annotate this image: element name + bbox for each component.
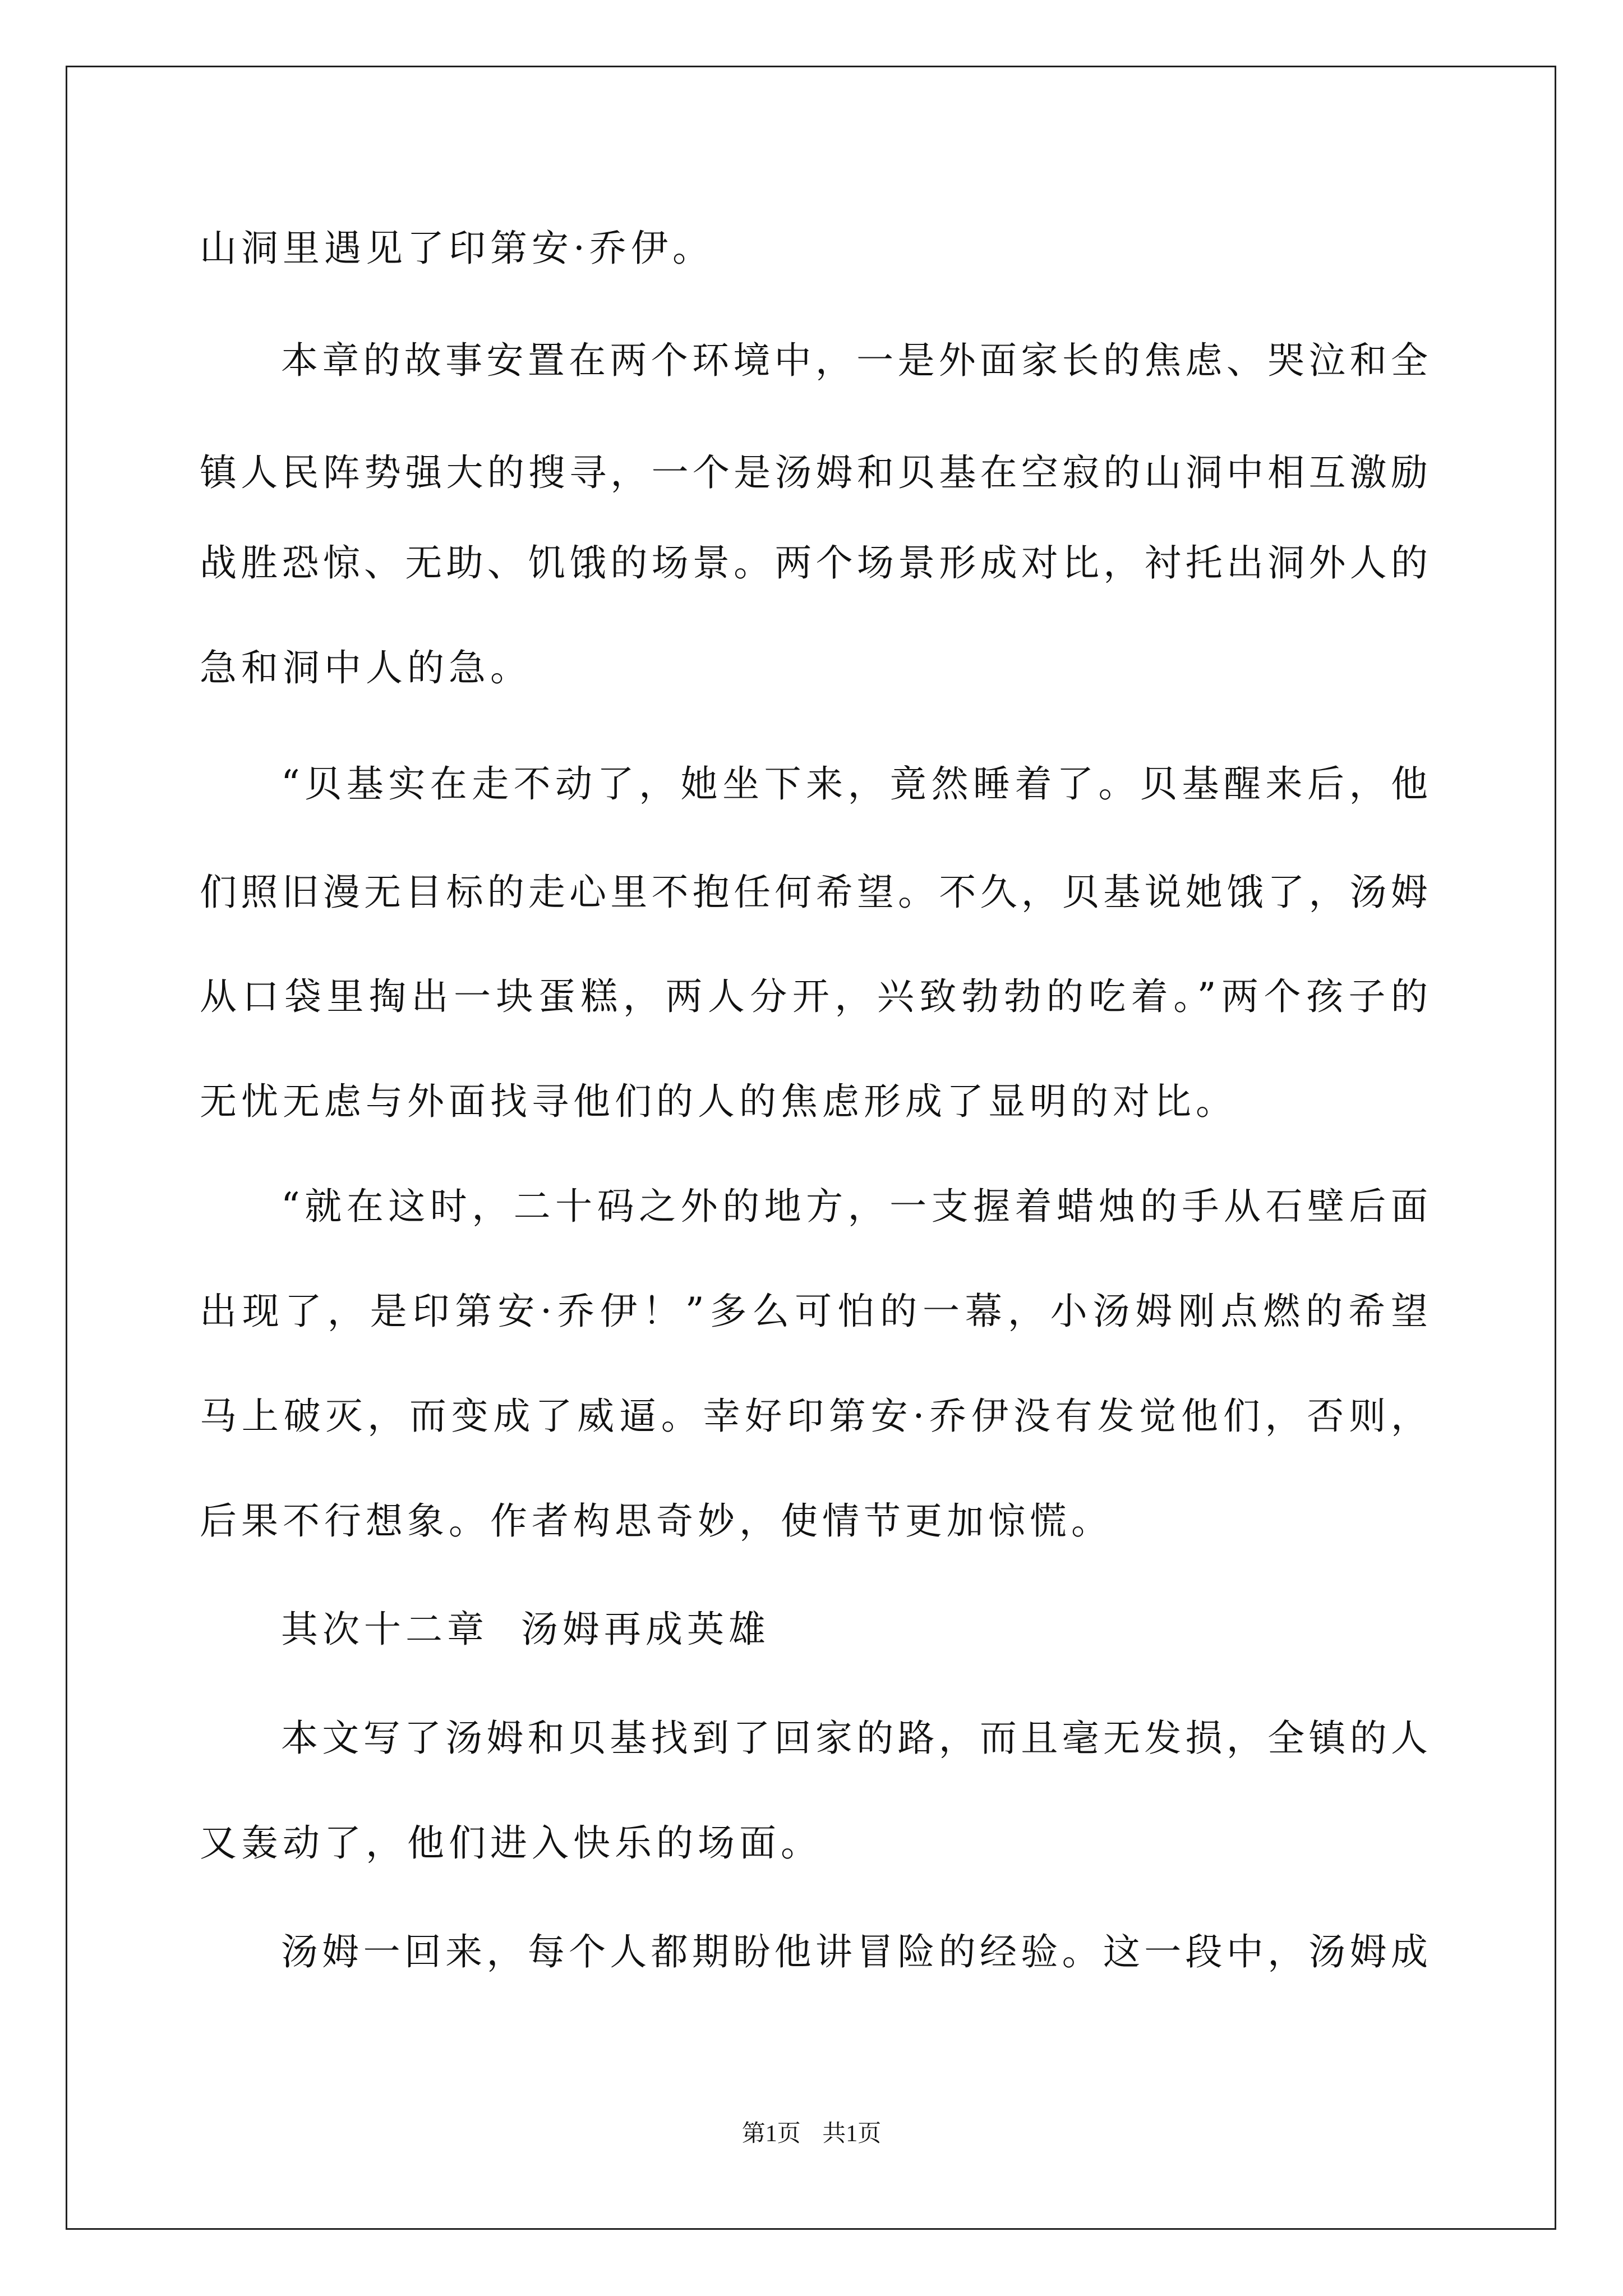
text-line: 无忧无虑与外面找寻他们的人的焦虑形成了显明的对比。: [200, 1080, 1237, 1123]
text-line: 战胜恐惊、无助、饥饿的场景。两个场景形成对比，衬托出洞外人的: [200, 541, 1428, 585]
text-line: 急和洞中人的急。: [200, 646, 532, 689]
text-line: 从口袋里掏出一块蛋糕，两人分开，兴致勃勃的吃着。”两个孩子的: [200, 975, 1428, 1018]
text-line: “就在这时，二十码之外的地方，一支握着蜡烛的手从石壁后面: [281, 1185, 1428, 1228]
text-line: 又轰动了，他们进入快乐的场面。: [200, 1821, 822, 1865]
page-number: 第1页: [741, 2121, 801, 2147]
text-line: 本文写了汤姆和贝基找到了回家的路，而且毫无发损，全镇的人: [281, 1717, 1428, 1760]
text-line: 本章的故事安置在两个环境中，一是外面家长的焦虑、哭泣和全: [281, 339, 1428, 382]
text-line: “贝基实在走不动了，她坐下来，竟然睡着了。贝基醒来后，他: [281, 762, 1428, 806]
text-line: 马上破灭，而变成了威逼。幸好印第安·乔伊没有发觉他们，否则，: [200, 1395, 1428, 1438]
section-heading: 其次十二章 汤姆再成英雄: [281, 1608, 770, 1651]
page-footer: [0, 2115, 1623, 2148]
text-line: 出现了，是印第安·乔伊！”多么可怕的一幕，小汤姆刚点燃的希望: [200, 1290, 1428, 1333]
text-line: 后果不行想象。作者构思奇妙，使情节更加惊慌。: [200, 1499, 1113, 1543]
text-line: 镇人民阵势强大的搜寻，一个是汤姆和贝基在空寂的山洞中相互激励: [200, 451, 1428, 494]
text-line: 山洞里遇见了印第安·乔伊。: [200, 227, 714, 270]
text-line: 汤姆一回来，每个人都期盼他讲冒险的经验。这一段中，汤姆成: [281, 1930, 1428, 1973]
text-line: 们照旧漫无目标的走心里不抱任何希望。不久，贝基说她饿了，汤姆: [200, 871, 1428, 914]
page-total: 共1页: [822, 2121, 882, 2147]
